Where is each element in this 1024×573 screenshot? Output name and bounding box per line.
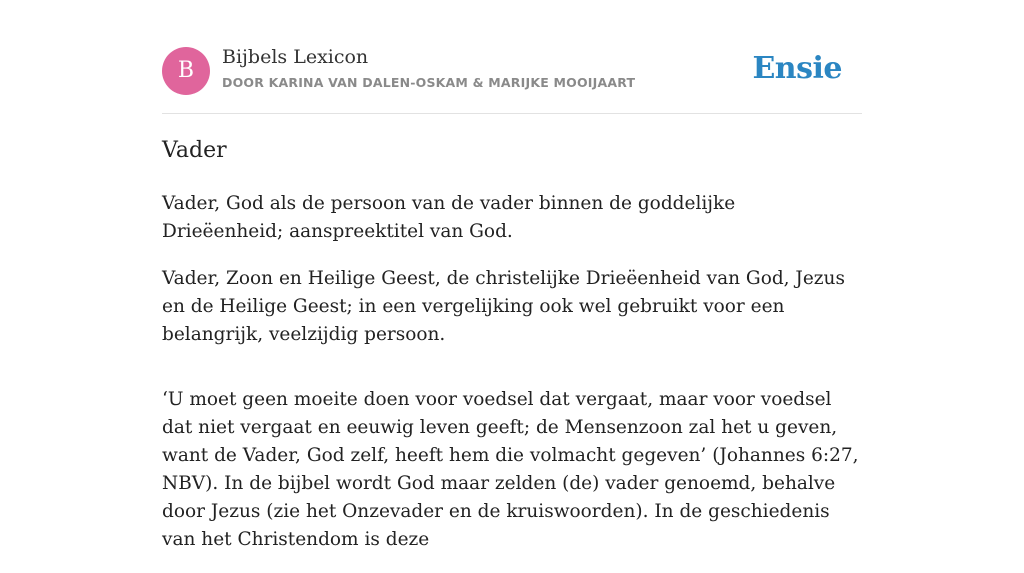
definition-paragraph: Vader, God als de persoon van de vader binnen de goddelijke Drieëenheid; aanspreektitel van God. <box>162 193 736 242</box>
page <box>162 0 862 550</box>
book-avatar[interactable]: B <box>162 47 210 95</box>
quote-paragraph: ‘U moet geen moeite doen voor voedsel dat vergaat, maar voor voedsel dat niet vergaat en eeuwig leven geeft; de Mensenzoon zal het u geven, want de Vader, God zelf, heeft hem die volmacht gegeven’ (Johannes 6:27, NBV). In de bijbel wordt God maar zelden (de) vader genoemd, behalve door Jezus (zie het Onzevader en de kruiswoorden). In de geschiedenis van het Christendom is deze <box>162 389 859 550</box>
entry-content <box>162 190 862 573</box>
header <box>162 46 862 96</box>
header-divider <box>162 113 862 114</box>
definition-paragraph: Vader, Zoon en Heilige Geest, de christelijke Drieëenheid van God, Jezus en de Heilige Geest; in een vergelijking ook wel gebruikt voor een belangrijk, veelzijdig persoon. <box>162 268 845 345</box>
entry-title: Vader <box>162 138 227 163</box>
book-title-link[interactable]: Bijbels Lexicon <box>222 46 369 68</box>
ensie-logo-link[interactable]: Ensie <box>752 51 842 86</box>
book-authors: DOOR KARINA VAN DALEN-OSKAM & MARIJKE MOOIJAART <box>222 75 636 90</box>
